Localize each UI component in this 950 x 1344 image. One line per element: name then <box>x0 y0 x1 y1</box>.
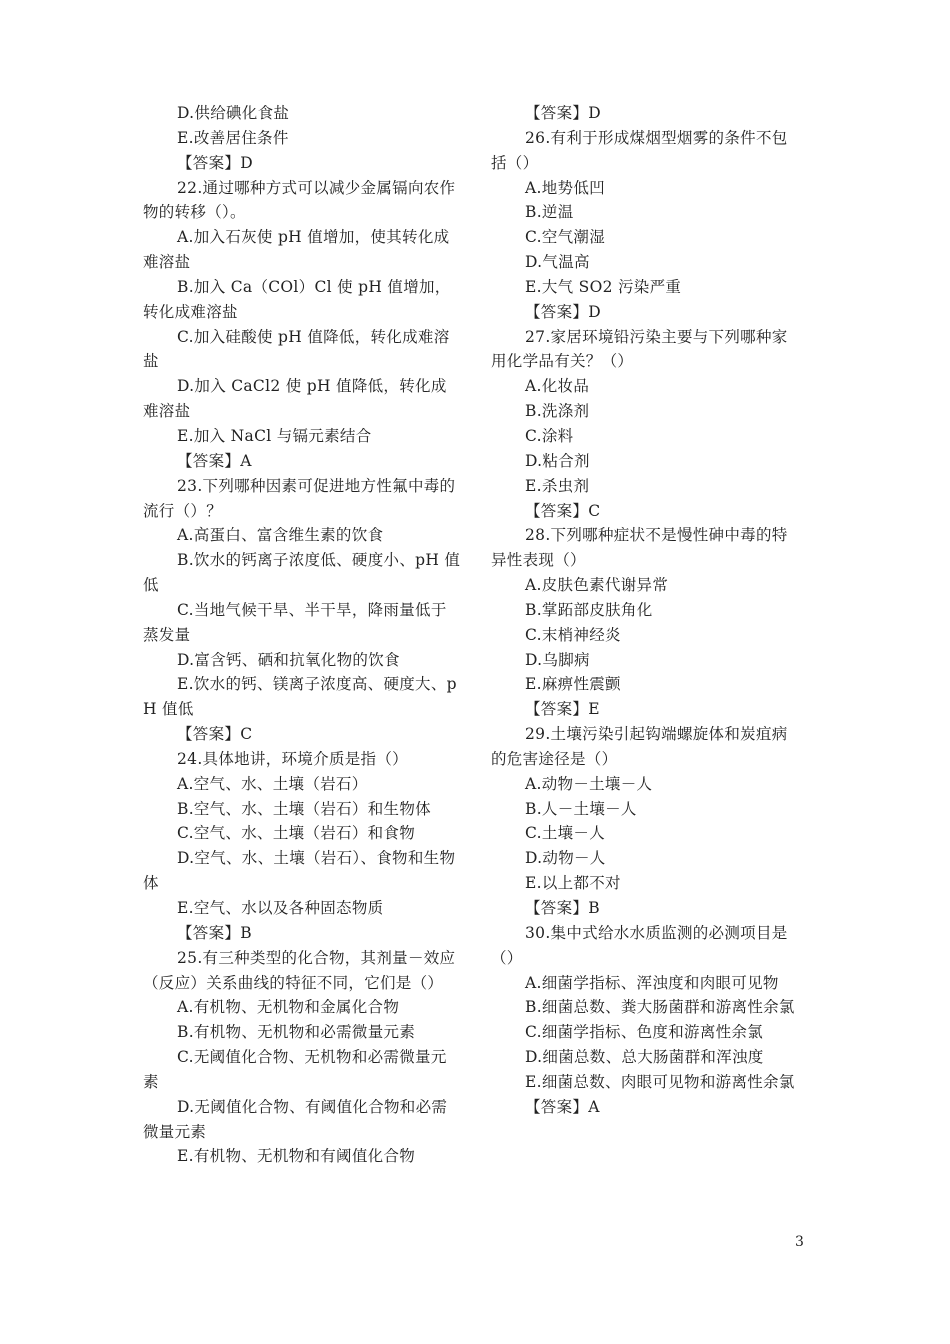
q30-stem: 30.集中式给水水质监测的必测项目是（） <box>491 923 788 967</box>
q22-answer: 【答案】A <box>177 451 252 470</box>
q26-option-a: A.地势低凹 <box>525 178 605 197</box>
q28-option-b: B.掌跖部皮肤角化 <box>525 600 653 619</box>
q27-option-e: E.杀虫剂 <box>525 476 590 495</box>
q21-answer: 【答案】D <box>177 153 253 172</box>
q29-option-c: C.土壤－人 <box>525 824 606 843</box>
q24-option-c: C.空气、水、土壤（岩石）和食物 <box>177 824 416 843</box>
q27-option-c: C.涂料 <box>525 426 574 445</box>
q22-option-e: E.加入 NaCl 与镉元素结合 <box>177 426 372 445</box>
q29-option-e: E.以上都不对 <box>525 874 621 893</box>
q26-option-c: C.空气潮湿 <box>525 228 606 247</box>
q23-option-e: E.饮水的钙、镁离子浓度高、硬度大、pH 值低 <box>143 675 457 719</box>
right-column <box>491 101 803 1120</box>
left-column <box>143 101 461 1169</box>
q28-option-a: A.皮肤色素代谢异常 <box>525 576 669 595</box>
q27-option-d: D.粘合剂 <box>525 451 590 470</box>
q24-option-b: B.空气、水、土壤（岩石）和生物体 <box>177 799 431 818</box>
q25-answer: 【答案】D <box>525 104 601 122</box>
q28-option-e: E.麻痹性震颤 <box>525 675 621 694</box>
q25-option-e: E.有机物、无机物和有阈值化合物 <box>177 1147 416 1166</box>
q24-stem: 24.具体地讲，环境介质是指（） <box>177 749 408 768</box>
q29-option-b: B.人－土壤－人 <box>525 799 637 818</box>
q21-option-e: E.改善居住条件 <box>177 128 289 147</box>
q29-stem: 29.土壤污染引起钩端螺旋体和炭疽病的危害途径是（） <box>491 725 788 768</box>
page-number: 3 <box>795 1234 804 1250</box>
q24-answer: 【答案】B <box>177 923 252 942</box>
q23-answer: 【答案】C <box>177 725 253 744</box>
q26-option-d: D.气温高 <box>525 253 590 272</box>
q21-option-d: D.供给碘化食盐 <box>177 104 290 122</box>
q29-option-d: D.动物－人 <box>525 849 606 868</box>
q24-option-a: A.空气、水、土壤（岩石） <box>177 774 368 793</box>
q25-option-a: A.有机物、无机物和金属化合物 <box>177 998 400 1017</box>
q23-option-c: C.当地气候干旱、半干旱，降雨量低于蒸发量 <box>143 600 447 644</box>
q28-stem: 28.下列哪种症状不是慢性砷中毒的特异性表现（） <box>491 526 788 570</box>
q28-answer: 【答案】E <box>525 700 600 719</box>
q26-option-e: E.大气 SO2 污染严重 <box>525 277 682 296</box>
q30-option-e: E.细菌总数、肉眼可见物和游离性余氯 <box>525 1072 795 1091</box>
q29-answer: 【答案】B <box>525 899 600 917</box>
q27-stem: 27.家居环境铅污染主要与下列哪种家用化学品有关？（） <box>491 327 788 371</box>
q23-stem: 23.下列哪种因素可促进地方性氟中毒的流行（）？ <box>143 476 456 520</box>
q29-option-a: A.动物－土壤－人 <box>525 774 653 793</box>
q23-option-a: A.高蛋白、富含维生素的饮食 <box>177 526 384 545</box>
q28-option-c: C.末梢神经炎 <box>525 625 621 644</box>
q26-option-b: B.逆温 <box>525 203 574 222</box>
q22-stem: 22.通过哪种方式可以减少金属镉向农作物的转移（）。 <box>143 178 456 222</box>
q26-answer: 【答案】D <box>525 302 601 321</box>
q22-option-d: D.加入 CaCl2 使 pH 值降低，转化成难溶盐 <box>143 377 447 421</box>
q27-answer: 【答案】C <box>525 501 601 520</box>
q30-option-c: C.细菌学指标、色度和游离性余氯 <box>525 1023 764 1042</box>
q22-option-b: B.加入 Ca（COl）Cl 使 pH 值增加，转化成难溶盐 <box>143 277 451 321</box>
q27-option-a: A.化妆品 <box>525 377 590 396</box>
q30-option-b: B.细菌总数、粪大肠菌群和游离性余氯 <box>525 998 795 1017</box>
q25-option-c: C.无阈值化合物、无机物和必需微量元素 <box>143 1048 447 1091</box>
q28-option-d: D.乌脚病 <box>525 650 590 669</box>
q23-option-b: B.饮水的钙离子浓度低、硬度小、pH 值低 <box>143 551 461 595</box>
q25-option-d: D.无阈值化合物、有阈值化合物和必需微量元素 <box>143 1097 448 1141</box>
q23-option-d: D.富含钙、硒和抗氧化物的饮食 <box>177 650 400 669</box>
q26-stem: 26.有利于形成煤烟型烟雾的条件不包括（） <box>491 128 788 172</box>
q24-option-d: D.空气、水、土壤（岩石）、食物和生物体 <box>143 849 456 893</box>
q27-option-b: B.洗涤剂 <box>525 402 590 421</box>
q30-answer: 【答案】A <box>525 1097 600 1116</box>
q30-option-a: A.细菌学指标、浑浊度和肉眼可见物 <box>525 973 779 992</box>
q22-option-c: C.加入硅酸使 pH 值降低，转化成难溶盐 <box>143 327 450 371</box>
q24-option-e: E.空气、水以及各种固态物质 <box>177 899 384 917</box>
q25-stem: 25.有三种类型的化合物，其剂量－效应（反应）关系曲线的特征不同，它们是（） <box>143 948 456 992</box>
q25-option-b: B.有机物、无机物和必需微量元素 <box>177 1023 416 1042</box>
q30-option-d: D.细菌总数、总大肠菌群和浑浊度 <box>525 1048 764 1067</box>
q22-option-a: A.加入石灰使 pH 值增加，使其转化成难溶盐 <box>143 228 450 272</box>
